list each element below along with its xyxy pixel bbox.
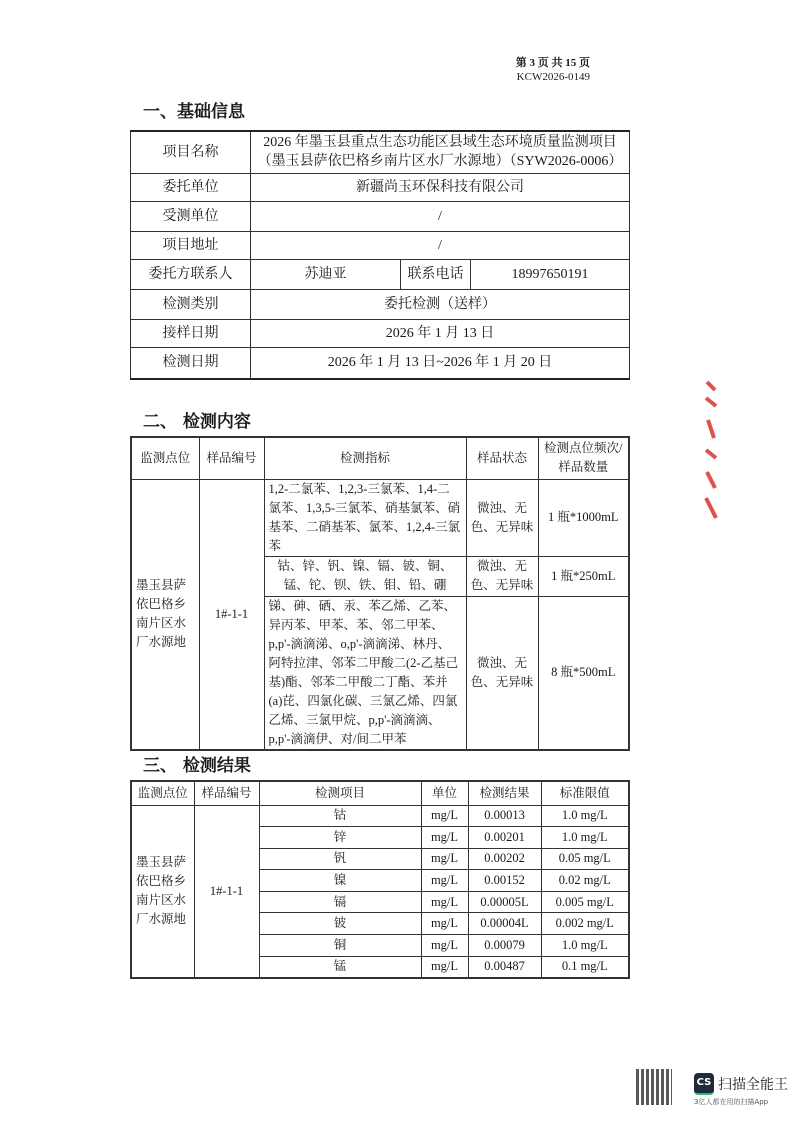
row-value: 新疆尚玉环保科技有限公司: [251, 173, 630, 201]
row-value: /: [251, 201, 630, 231]
table-row: [131, 173, 630, 201]
row-label: 项目名称: [131, 131, 251, 173]
sample-state: 微浊、无色、无异味: [466, 479, 538, 556]
column-header: 样品编号: [199, 437, 264, 479]
project-name: [251, 131, 630, 173]
report-number: KCW2026-0149: [516, 71, 590, 83]
table-row: [131, 479, 629, 556]
test-results-table: [130, 780, 630, 979]
section-title-test-results: 三、 检测结果: [143, 756, 251, 776]
section-title-basic-info: 一、基础信息: [143, 102, 245, 122]
test-item: 锰: [259, 956, 421, 978]
limit: 0.1 mg/L: [541, 956, 629, 978]
project-name-line2: （墨玉县萨依巴格乡南片区水厂水源地）（SYW2026-0006）: [257, 154, 623, 170]
limit: 0.05 mg/L: [541, 848, 629, 870]
test-item: 镍: [259, 870, 421, 892]
unit: mg/L: [421, 956, 468, 978]
limit: 0.002 mg/L: [541, 913, 629, 935]
test-item: 锌: [259, 827, 421, 849]
sample-id: 1#-1-1: [199, 479, 264, 750]
result: 0.00004L: [468, 913, 541, 935]
table-header: [131, 437, 629, 479]
limit: 0.005 mg/L: [541, 891, 629, 913]
row-value: 2026 年 1 月 13 日: [251, 319, 630, 347]
row-label: 检测类别: [131, 289, 251, 319]
sample-id: 1#-1-1: [194, 805, 259, 978]
sample-quantity: 8 瓶*500mL: [538, 596, 629, 750]
test-item: 镉: [259, 891, 421, 913]
column-header: 检测点位频次/样品数量: [538, 437, 629, 479]
result: 0.00152: [468, 870, 541, 892]
sample-state: 微浊、无色、无异味: [466, 556, 538, 596]
table-row: [131, 259, 630, 289]
result: 0.00201: [468, 827, 541, 849]
table-row: [131, 131, 630, 173]
section-title-test-content: 二、 检测内容: [143, 412, 251, 432]
row-label: 项目地址: [131, 231, 251, 259]
column-header: 样品编号: [194, 781, 259, 805]
column-header: 检测项目: [259, 781, 421, 805]
result: 0.00079: [468, 935, 541, 957]
limit: 1.0 mg/L: [541, 935, 629, 957]
monitoring-site: 墨玉县萨依巴格乡南片区水厂水源地: [131, 805, 194, 978]
watermark-tagline: 3亿人都在用的扫描App: [694, 1098, 769, 1106]
result: 0.00202: [468, 848, 541, 870]
qr-code-icon: [636, 1069, 672, 1105]
table-row: [131, 319, 630, 347]
unit: mg/L: [421, 827, 468, 849]
indicators: 锑、砷、硒、汞、苯乙烯、乙苯、异丙苯、甲苯、苯、邻二甲苯、p,p'-滴滴涕、o,p'-滴滴涕、林丹、阿特拉津、邻苯二甲酸二(2-乙基己基)酯、邻苯二甲酸二丁酯、苯并(a)芘、四氯化碳、三氯乙烯、四氯乙烯、三氯甲烷、p,p'-滴滴滴、p,p'-滴滴伊、对/间二甲苯: [264, 596, 466, 750]
column-header: 检测结果: [468, 781, 541, 805]
project-name-line1: 2026 年墨玉县重点生态功能区县域生态环境质量监测项目: [263, 135, 617, 151]
table-row: [131, 347, 630, 379]
row-label: 委托方联系人: [131, 259, 251, 289]
page-number: 第 3 页 共 15 页: [515, 57, 590, 69]
column-header: 检测指标: [264, 437, 466, 479]
contact-name: 苏迪亚: [251, 259, 401, 289]
column-header: 标准限值: [541, 781, 629, 805]
monitoring-site: 墨玉县萨依巴格乡南片区水厂水源地: [131, 479, 199, 750]
test-item: 钒: [259, 848, 421, 870]
unit: mg/L: [421, 935, 468, 957]
row-label: 检测日期: [131, 347, 251, 379]
row-label: 受测单位: [131, 201, 251, 231]
test-item: 钴: [259, 805, 421, 827]
test-item: 铍: [259, 913, 421, 935]
row-value: /: [251, 231, 630, 259]
unit: mg/L: [421, 913, 468, 935]
row-value: 2026 年 1 月 13 日~2026 年 1 月 20 日: [251, 347, 630, 379]
unit: mg/L: [421, 805, 468, 827]
test-content-table: [130, 436, 630, 751]
sample-quantity: 1 瓶*1000mL: [538, 479, 629, 556]
seal-stamp-edge: [703, 380, 719, 520]
column-header: 监测点位: [131, 437, 199, 479]
watermark-name: 扫描全能王: [718, 1077, 788, 1093]
unit: mg/L: [421, 891, 468, 913]
table-header: [131, 781, 629, 805]
basic-info-table: [130, 130, 630, 380]
table-row: [131, 231, 630, 259]
unit: mg/L: [421, 870, 468, 892]
contact-phone: 18997650191: [471, 259, 630, 289]
result: 0.00013: [468, 805, 541, 827]
row-label: 联系电话: [401, 259, 471, 289]
limit: 1.0 mg/L: [541, 805, 629, 827]
result: 0.00005L: [468, 891, 541, 913]
column-header: 样品状态: [466, 437, 538, 479]
row-value: 委托检测（送样）: [251, 289, 630, 319]
sample-state: 微浊、无色、无异味: [466, 596, 538, 750]
result: 0.00487: [468, 956, 541, 978]
unit: mg/L: [421, 848, 468, 870]
camscanner-logo-icon: CS: [694, 1073, 714, 1095]
limit: 0.02 mg/L: [541, 870, 629, 892]
table-row: [131, 805, 629, 827]
column-header: 单位: [421, 781, 468, 805]
table-row: [131, 289, 630, 319]
indicators: 1,2-二氯苯、1,2,3-三氯苯、1,4-二氯苯、1,3,5-三氯苯、硝基氯苯、硝基苯、二硝基苯、氯苯、1,2,4-三氯苯: [264, 479, 466, 556]
table-row: [131, 201, 630, 231]
column-header: 监测点位: [131, 781, 194, 805]
limit: 1.0 mg/L: [541, 827, 629, 849]
indicators: 钴、锌、钒、镍、镉、铍、铜、锰、铊、钡、铁、钼、铅、硼: [264, 556, 466, 596]
row-label: 委托单位: [131, 173, 251, 201]
row-label: 接样日期: [131, 319, 251, 347]
test-item: 铜: [259, 935, 421, 957]
sample-quantity: 1 瓶*250mL: [538, 556, 629, 596]
